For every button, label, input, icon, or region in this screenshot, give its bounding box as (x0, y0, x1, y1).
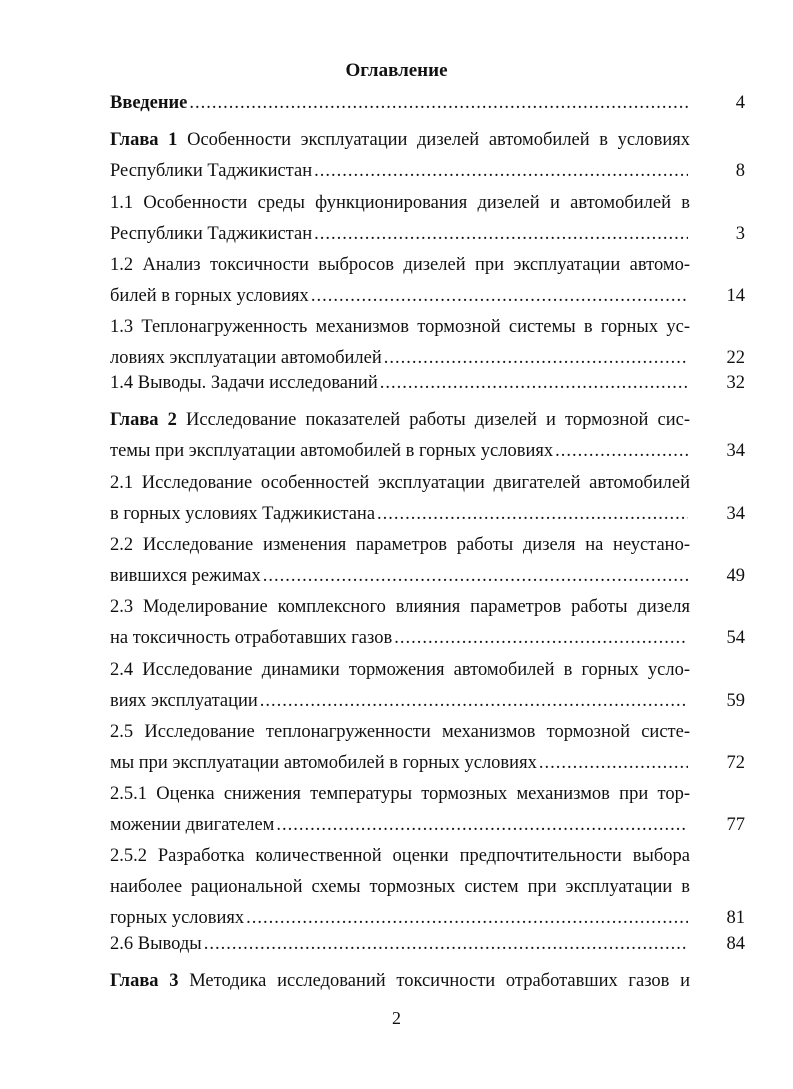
toc-entry-last-line (110, 625, 690, 651)
toc-page-number: 4 (735, 93, 745, 113)
toc-entry-line (110, 532, 690, 558)
toc-entry-text: Республики Таджикистан (110, 161, 313, 181)
chapter-label: Введение (110, 93, 188, 113)
toc-entry-text: Особенности эксплуатации дизелей автомобилей в условиях (187, 130, 690, 150)
page-title: Оглавление (345, 60, 448, 81)
toc-entry-last-line (110, 221, 690, 247)
toc-page-number: 59 (726, 691, 745, 711)
toc-page-number: 72 (726, 753, 745, 773)
toc-entry-text: билей в горных условиях (110, 286, 309, 306)
toc-entry-last-line (110, 283, 690, 309)
chapter-label: Глава 2 (110, 410, 177, 430)
toc-entry-line (110, 781, 690, 807)
toc-entry-line (110, 190, 690, 216)
toc-entry-line (110, 874, 690, 900)
dot-leader (394, 625, 688, 651)
toc-page-number: 14 (726, 286, 745, 306)
toc-entry-last-line (110, 905, 690, 931)
dot-leader (384, 345, 688, 371)
toc-entry-text: 1.2 Анализ токсичности выбросов дизелей при эксплуатации автомо- (110, 255, 690, 275)
dot-leader (260, 688, 688, 714)
toc-heading (110, 90, 187, 116)
toc-entry-text: на токсичность отработавших газов (110, 628, 393, 648)
dot-leader (204, 931, 688, 957)
toc-entry-last-line (110, 931, 690, 957)
toc-page-number: 49 (726, 566, 745, 586)
toc-entry-text: ловиях эксплуатации автомобилей (110, 348, 382, 368)
toc-entry-text: в горных условиях Таджикистана (110, 504, 376, 524)
dot-leader (377, 501, 688, 527)
toc-entry-text: 2.5.2 Разработка количественной оценки предпочтительности выбора (110, 846, 690, 866)
toc-page-number: 54 (726, 628, 745, 648)
toc-entry-last-line (110, 370, 690, 396)
dot-leader (246, 905, 688, 931)
toc-entry-text: 1.4 Выводы. Задачи исследований (110, 373, 378, 393)
toc-entry-last-line (110, 501, 690, 527)
toc-entry-line (110, 719, 690, 745)
dot-leader (276, 812, 688, 838)
toc-entry-last-line (110, 812, 690, 838)
dot-leader (189, 90, 688, 116)
toc-entry-text: 1.3 Теплонагруженность механизмов тормозной системы в горных ус- (110, 317, 690, 337)
toc-entry-line (110, 252, 690, 278)
toc-entry-text: темы при эксплуатации автомобилей в горных условиях (110, 441, 554, 461)
toc-page-number: 34 (726, 504, 745, 524)
toc-page-number: 81 (726, 908, 745, 928)
toc-entry-line (110, 314, 690, 340)
toc-entry-line (110, 968, 690, 994)
toc-entry-line (110, 407, 690, 433)
toc-page-number: 77 (726, 815, 745, 835)
toc-entry-text: 2.6 Выводы (110, 934, 202, 954)
toc-page-number: 34 (726, 441, 745, 461)
chapter-label: Глава 3 (110, 971, 179, 991)
dot-leader (555, 438, 688, 464)
toc-entry-last-line (110, 158, 690, 184)
toc-entry-text: виях эксплуатации (110, 691, 258, 711)
toc-entry-text: вившихся режимах (110, 566, 261, 586)
toc-entry-line (110, 843, 690, 869)
toc-entry-text: 2.1 Исследование особенностей эксплуатации двигателей автомобилей (110, 473, 690, 493)
dot-leader (314, 158, 688, 184)
toc-entry-last-line (110, 563, 690, 589)
toc-entry-text: 2.3 Моделирование комплексного влияния параметров работы дизеля (110, 597, 690, 617)
toc-entry-line (110, 470, 690, 496)
toc-entry-text: горных условиях (110, 908, 245, 928)
page-number: 2 (392, 1008, 401, 1028)
toc-entry-text: Исследование показателей работы дизелей и тормозной сис- (186, 410, 690, 430)
toc-entry-last-line (110, 90, 690, 116)
dot-leader (539, 750, 688, 776)
toc-entry-last-line (110, 438, 690, 464)
toc-entry-text: 1.1 Особенности среды функционирования дизелей и автомобилей в (110, 193, 690, 213)
toc-page-number: 84 (726, 934, 745, 954)
toc-entry-last-line (110, 750, 690, 776)
toc-entry-text: наиболее рациональной схемы тормозных систем при эксплуатации в (110, 877, 690, 897)
dot-leader (380, 370, 688, 396)
toc-entry-text: 2.5 Исследование теплонагруженности механизмов тормозной систе- (110, 722, 690, 742)
toc-page-number: 32 (726, 373, 745, 393)
toc-entry-text: 2.2 Исследование изменения параметров работы дизеля на неустано- (110, 535, 690, 555)
toc-entry-line (110, 127, 690, 153)
toc-entry-line (110, 657, 690, 683)
dot-leader (263, 563, 688, 589)
dot-leader (314, 221, 688, 247)
dot-leader (311, 283, 688, 309)
toc-page-number: 22 (726, 348, 745, 368)
toc-entry-text: 2.4 Исследование динамики торможения автомобилей в горных усло- (110, 660, 690, 680)
toc-entry-text: 2.5.1 Оценка снижения температуры тормозных механизмов при тор- (110, 784, 690, 804)
toc-entry-last-line (110, 345, 690, 371)
toc-entry-last-line (110, 688, 690, 714)
toc-page-number: 3 (735, 224, 745, 244)
chapter-label: Глава 1 (110, 130, 178, 150)
toc-entry-text: мы при эксплуатации автомобилей в горных условиях (110, 753, 537, 773)
toc-entry-text: можении двигателем (110, 815, 275, 835)
toc-page-number: 8 (735, 161, 745, 181)
toc-entry-line (110, 594, 690, 620)
toc-entry-text: Методика исследований токсичности отработавших газов и (189, 971, 690, 991)
toc-entry-text: Республики Таджикистан (110, 224, 313, 244)
